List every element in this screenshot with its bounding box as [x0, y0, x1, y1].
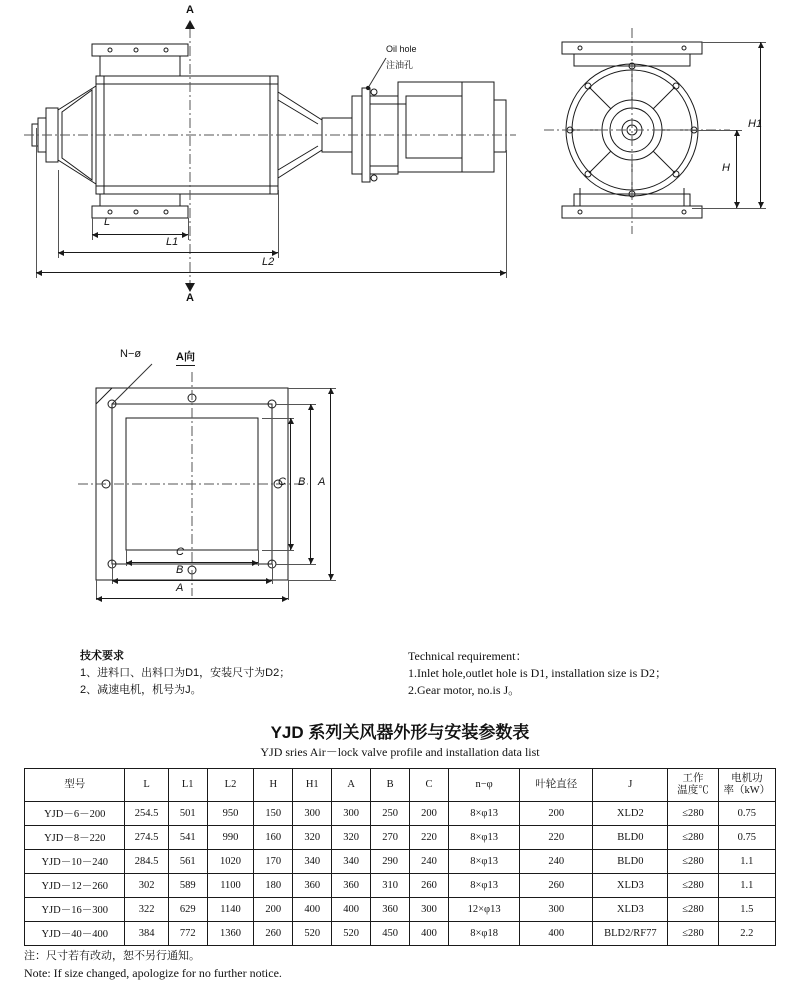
cell-h1: 340	[293, 850, 332, 874]
cell-a: 300	[332, 802, 371, 826]
cell-j: XLD3	[593, 898, 668, 922]
cell-n-phi: 8×φ13	[449, 850, 520, 874]
ext-a-right	[288, 580, 289, 600]
th-n-phi: n−φ	[449, 769, 520, 802]
th-h1: H1	[293, 769, 332, 802]
cell-l: 254.5	[125, 802, 168, 826]
cell-motor-power: 1.5	[718, 898, 775, 922]
cell-b: 450	[371, 922, 410, 946]
th-rotor-dia: 叶轮直径	[520, 769, 593, 802]
cell-h: 150	[254, 802, 293, 826]
cell-l2: 1360	[207, 922, 254, 946]
cell-l2: 1100	[207, 874, 254, 898]
dim-line-c-right	[290, 418, 291, 550]
ext-c-bottom	[262, 550, 294, 551]
cell-h1: 300	[293, 802, 332, 826]
dim-label-h1: H1	[748, 118, 763, 130]
view-direction-label: A向	[176, 348, 195, 366]
cell-l: 384	[125, 922, 168, 946]
footnote-block	[24, 948, 282, 982]
cell-l: 322	[125, 898, 168, 922]
cell-h1: 520	[293, 922, 332, 946]
ext-c-right	[258, 550, 259, 566]
cell-rotor-dia: 220	[520, 826, 593, 850]
cell-model: YJD－12－260	[25, 874, 125, 898]
cell-work-temp: ≤280	[668, 922, 718, 946]
cell-work-temp: ≤280	[668, 850, 718, 874]
cell-a: 360	[332, 874, 371, 898]
cell-rotor-dia: 260	[520, 874, 593, 898]
dim-label-l: L	[104, 216, 111, 228]
cell-motor-power: 0.75	[718, 802, 775, 826]
cell-a: 340	[332, 850, 371, 874]
oil-hole-label-cn: 注油孔	[386, 60, 414, 70]
table-header-row	[25, 769, 776, 802]
section-arrow-up-marker	[185, 20, 195, 29]
cell-work-temp: ≤280	[668, 802, 718, 826]
cell-l1: 561	[168, 850, 207, 874]
ext-b-right	[272, 564, 273, 584]
cell-j: XLD3	[593, 874, 668, 898]
cell-motor-power: 2.2	[718, 922, 775, 946]
cell-l: 284.5	[125, 850, 168, 874]
ext-line-l2-right	[506, 150, 507, 278]
cell-b: 310	[371, 874, 410, 898]
dim-label-c-bottom: C	[176, 546, 184, 558]
th-a: A	[332, 769, 371, 802]
cell-motor-power: 0.75	[718, 826, 775, 850]
dim-line-l	[92, 234, 188, 235]
cell-c: 240	[410, 850, 449, 874]
dim-label-l1: L1	[166, 236, 179, 248]
cell-c: 400	[410, 922, 449, 946]
ext-b-bottom	[276, 564, 316, 565]
section-arrow-bottom: A	[186, 292, 194, 304]
cell-l2: 1020	[207, 850, 254, 874]
ext-line-l-right	[188, 218, 189, 240]
cell-b: 270	[371, 826, 410, 850]
table-row	[25, 874, 776, 898]
cell-c: 260	[410, 874, 449, 898]
requirements-en-heading: Technical requirement：	[408, 649, 528, 663]
cell-l: 302	[125, 874, 168, 898]
requirements-cn-heading: 技术要求	[80, 650, 124, 662]
cell-n-phi: 8×φ13	[449, 802, 520, 826]
ext-line-h1-top	[702, 42, 766, 43]
th-work-temp: 工作 温度℃	[668, 769, 718, 802]
cell-l1: 772	[168, 922, 207, 946]
cell-b: 250	[371, 802, 410, 826]
cell-j: BLD0	[593, 850, 668, 874]
cell-n-phi: 12×φ13	[449, 898, 520, 922]
cell-model: YJD－40－400	[25, 922, 125, 946]
cell-l2: 990	[207, 826, 254, 850]
dim-line-b-bottom	[112, 580, 272, 581]
th-motor-power: 电机功 率（kW）	[718, 769, 775, 802]
cell-b: 360	[371, 898, 410, 922]
cell-model: YJD－8－220	[25, 826, 125, 850]
requirements-cn-line-2: 2、减速电机，机号为J。	[80, 684, 202, 696]
footnote-cn: 注：尺寸若有改动，恕不另行通知。	[24, 950, 200, 962]
ext-a-bottom	[288, 580, 336, 581]
cell-rotor-dia: 200	[520, 802, 593, 826]
requirements-en-block	[408, 648, 667, 699]
cell-j: BLD0	[593, 826, 668, 850]
table-row	[25, 826, 776, 850]
dim-label-h: H	[722, 162, 730, 174]
dim-line-b-right	[310, 404, 311, 564]
cell-a: 520	[332, 922, 371, 946]
dim-line-a-right	[330, 388, 331, 580]
cell-model: YJD－6－200	[25, 802, 125, 826]
table-row	[25, 802, 776, 826]
cell-motor-power: 1.1	[718, 850, 775, 874]
dim-line-l2	[36, 272, 506, 273]
table-row	[25, 898, 776, 922]
cell-l2: 1140	[207, 898, 254, 922]
cell-work-temp: ≤280	[668, 826, 718, 850]
cell-n-phi: 8×φ13	[449, 826, 520, 850]
cell-work-temp: ≤280	[668, 874, 718, 898]
cell-a: 320	[332, 826, 371, 850]
dim-label-a-bottom: A	[176, 582, 184, 594]
cell-h1: 360	[293, 874, 332, 898]
dim-line-c-bottom	[126, 562, 258, 563]
cell-h: 170	[254, 850, 293, 874]
cell-h1: 400	[293, 898, 332, 922]
dim-line-h	[736, 130, 737, 208]
ext-line-l1-left	[58, 170, 59, 258]
th-l: L	[125, 769, 168, 802]
oil-hole-label-en: Oil hole	[386, 44, 417, 54]
cell-c: 200	[410, 802, 449, 826]
th-h: H	[254, 769, 293, 802]
cell-l1: 501	[168, 802, 207, 826]
table-row	[25, 922, 776, 946]
requirements-cn-line-1: 1、进料口、出料口为D1，安装尺寸为D2；	[80, 667, 291, 679]
ext-line-h-bottom	[692, 208, 742, 209]
cell-l1: 629	[168, 898, 207, 922]
cell-work-temp: ≤280	[668, 898, 718, 922]
section-arrow-down-marker	[185, 283, 195, 292]
spec-table	[24, 768, 776, 946]
cell-c: 300	[410, 898, 449, 922]
cell-n-phi: 8×φ18	[449, 922, 520, 946]
dim-line-a-bottom	[96, 598, 288, 599]
ext-line-l1-right	[278, 190, 279, 258]
cell-b: 290	[371, 850, 410, 874]
section-arrow-top: A	[186, 4, 194, 16]
requirements-en-line-1: 1.Inlet hole,outlet hole is D1, installation size is D2；	[408, 666, 667, 680]
dim-label-b-right: B	[298, 476, 306, 488]
cell-h: 160	[254, 826, 293, 850]
cell-n-phi: 8×φ13	[449, 874, 520, 898]
cell-motor-power: 1.1	[718, 874, 775, 898]
th-b: B	[371, 769, 410, 802]
cell-rotor-dia: 300	[520, 898, 593, 922]
dim-label-c-right: C	[278, 476, 286, 488]
th-c: C	[410, 769, 449, 802]
cell-h: 200	[254, 898, 293, 922]
cell-rotor-dia: 400	[520, 922, 593, 946]
footnote-en: Note: If size changed, apologize for no further notice.	[24, 966, 282, 980]
dim-label-b-bottom: B	[176, 564, 184, 576]
table-title-en: YJD sries Air－lock valve profile and installation data list	[260, 745, 540, 759]
cell-a: 400	[332, 898, 371, 922]
dim-label-l2: L2	[262, 256, 275, 268]
spec-table-head	[25, 769, 776, 802]
cell-l2: 950	[207, 802, 254, 826]
requirements-en-line-2: 2.Gear motor, no.is J。	[408, 683, 521, 697]
holes-callout-label: N−ø	[120, 348, 142, 360]
cell-h: 260	[254, 922, 293, 946]
dim-line-l1	[58, 252, 278, 253]
table-row	[25, 850, 776, 874]
spec-table-body	[25, 802, 776, 946]
th-model: 型号	[25, 769, 125, 802]
table-title-cn: YJD 系列关风器外形与安装参数表	[270, 723, 530, 742]
cell-c: 220	[410, 826, 449, 850]
cell-l1: 541	[168, 826, 207, 850]
cell-model: YJD－10－240	[25, 850, 125, 874]
cell-h1: 320	[293, 826, 332, 850]
th-j: J	[593, 769, 668, 802]
cell-model: YJD－16－300	[25, 898, 125, 922]
side-view-drawing	[540, 20, 800, 250]
cell-rotor-dia: 240	[520, 850, 593, 874]
cell-j: BLD2/RF77	[593, 922, 668, 946]
th-l1: L1	[168, 769, 207, 802]
requirements-cn-block	[80, 648, 290, 699]
dim-label-a-right: A	[318, 476, 326, 488]
ext-line-l2-left	[36, 128, 37, 278]
cell-l: 274.5	[125, 826, 168, 850]
cell-l1: 589	[168, 874, 207, 898]
th-l2: L2	[207, 769, 254, 802]
cell-j: XLD2	[593, 802, 668, 826]
cell-h: 180	[254, 874, 293, 898]
